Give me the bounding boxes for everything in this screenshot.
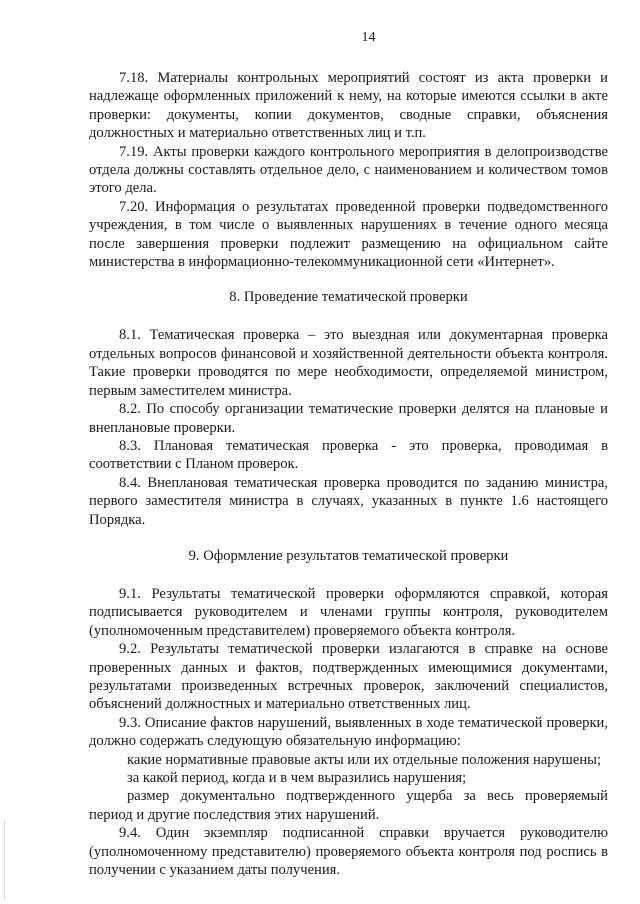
section-8-heading: 8. Проведение тематической проверки — [229, 289, 468, 306]
list-item-damage: размер документально подтвержденного ущерба за весь проверяемый период и другие последствия этих нарушений. — [89, 788, 608, 823]
paragraph-8-3: 8.3. Плановая тематическая проверка - это проверка, проводимая в соответствии с Планом проверок. — [89, 437, 608, 473]
section-9-heading: 9. Оформление результатов тематической проверки — [188, 547, 509, 564]
page-number: 14 — [361, 30, 376, 45]
paragraph-9-3: 9.3. Описание фактов нарушений, выявленных в ходе тематической проверки, должно содержать следующую обязательную информацию: — [89, 714, 608, 750]
paragraph-9-4: 9.4. Один экземпляр подписанной справки вручается руководителю (уполномоченному представителю) проверяемого объекта контроля под роспись в получении с указанием даты получения. — [89, 825, 608, 879]
paragraph-9-1: 9.1. Результаты тематической проверки оформляются справкой, которая подписывается руководителем и членами группы контроля, руководителем (уполномоченным представителем) проверяемого объекта контроля. — [89, 585, 608, 639]
paragraph-9-2: 9.2. Результаты тематической проверки излагаются в справке на основе проверенных данных и фактов, подтвержденных имеющимися документами, результатами произведенных встречных проверок, заключений специалистов, объяснений должностных и материально ответственных лиц. — [89, 641, 608, 713]
paragraph-8-1: 8.1. Тематическая проверка – это выездная или документарная проверка отдельных вопросов финансовой и хозяйственной деятельности объекта контроля. Такие проверки проводятся по мере необходимости, определяемой министром, первым заместителем министра. — [89, 327, 608, 399]
paragraph-7-20: 7.20. Информация о результатах проведенной проверки подведомственного учреждения, в том числе о выявленных нарушениях в течение одного месяца после завершения проверки подлежит размещению на официальном сайте министерства в информационно-телекоммуникационной сети «Интернет». — [89, 198, 608, 271]
list-item-violated-acts: какие нормативные правовые акты или их отдельные положения нарушены; — [127, 751, 602, 768]
list-item-period: за какой период, когда и в чем выразились нарушения; — [127, 770, 467, 786]
scan-edge-mark — [4, 820, 5, 900]
paragraph-7-18: 7.18. Материалы контрольных мероприятий состоят из акта проверки и надлежаще оформленных приложений к нему, на которые имеются ссылки в акте проверки: документы, копии документов, сводные справки, объяснения должностных и материально ответственных лиц и т.п. — [89, 70, 608, 142]
paragraph-8-2: 8.2. По способу организации тематические проверки делятся на плановые и внеплановые проверки. — [89, 401, 608, 436]
paragraph-8-4: 8.4. Внеплановая тематическая проверка проводится по заданию министра, первого заместителя министра в случаях, указанных в пункте 1.6 настоящего Порядка. — [89, 474, 608, 528]
paragraph-7-19: 7.19. Акты проверки каждого контрольного мероприятия в делопроизводстве отдела должны составлять отдельное дело, с наименованием и количеством томов этого дела. — [89, 143, 608, 197]
